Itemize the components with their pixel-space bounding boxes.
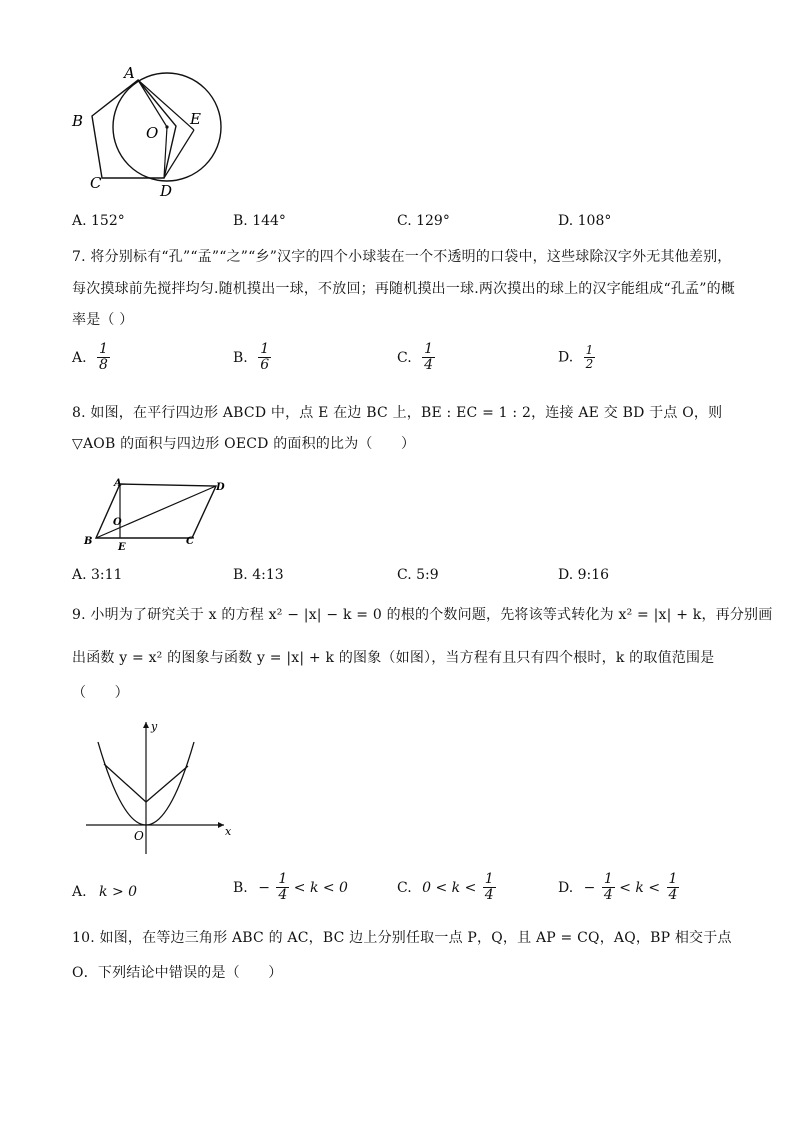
segment-a-o — [138, 80, 167, 127]
frac-den-2: 4 — [668, 887, 678, 904]
center-point — [165, 125, 168, 128]
q8-option-a: A. 3:11 — [72, 567, 123, 583]
frac-num-2: 1 — [668, 871, 678, 887]
q8-parallelogram-figure — [80, 474, 240, 554]
frac-num: 1 — [484, 871, 494, 887]
option-label: D. — [558, 879, 574, 896]
frac-den: 2 — [585, 357, 594, 372]
label-y: y — [151, 720, 158, 733]
label-d: D — [160, 182, 173, 200]
q6-pentagon-circle-figure — [60, 58, 240, 206]
frac-num: 1 — [585, 343, 594, 357]
frac-den: 8 — [99, 357, 108, 374]
option-post: < k < — [619, 879, 661, 896]
option-pre: − — [258, 879, 270, 896]
label-d: D — [216, 482, 225, 493]
option-label: A. — [72, 884, 87, 900]
frac-den: 4 — [278, 887, 288, 904]
q6-option-b: B. 144° — [233, 213, 286, 229]
option-pre: − — [583, 879, 596, 896]
option-label: B. — [233, 349, 248, 366]
x-axis-arrow — [218, 822, 224, 828]
q8-text-line2: ▽AOB 的面积与四边形 OECD 的面积的比为（ ） — [72, 436, 416, 452]
q9-text-line3: （ ） — [72, 685, 129, 701]
label-a: A — [124, 64, 135, 82]
frac-num: 1 — [278, 871, 288, 887]
q6-option-c: C. 129° — [397, 213, 450, 229]
diagonal-b-d — [96, 486, 216, 538]
label-e: E — [118, 542, 126, 553]
option-post: < k < 0 — [293, 879, 348, 896]
q9-option-a — [72, 884, 137, 900]
q10-text-line2: O．下列结论中错误的是（ ） — [72, 965, 283, 981]
frac-num: 1 — [99, 341, 108, 357]
label-b: B — [72, 112, 84, 130]
frac-num: 1 — [603, 871, 613, 887]
label-b: B — [84, 536, 93, 547]
q7-option-b — [233, 342, 271, 374]
label-a: A — [114, 478, 122, 489]
label-e: E — [190, 110, 201, 128]
option-label: D. — [558, 349, 574, 366]
label-c: C — [90, 174, 102, 192]
frac-den: 6 — [260, 357, 270, 374]
label-x: x — [225, 825, 232, 838]
q7-text-line3: 率是（ ） — [72, 312, 134, 328]
label-c: C — [186, 536, 194, 547]
q8-option-b: B. 4:13 — [233, 567, 284, 583]
segment-e-d — [164, 130, 194, 178]
option-label: B. — [233, 879, 248, 896]
q7-text-line2: 每次摸球前先搅拌均匀.随机摸出一球，不放回；再随机摸出一球.两次摸出的球上的汉字能组成“孔孟”的概 — [72, 281, 736, 297]
q9-option-c — [397, 872, 496, 904]
frac-num: 1 — [260, 341, 270, 357]
q7-option-c — [397, 342, 435, 374]
q9-text-line1: 9. 小明为了研究关于 x 的方程 x² − |x| − k = 0 的根的个数问题，先将该等式转化为 x² = |x| + k，再分别画 — [72, 607, 773, 623]
frac-num: 1 — [424, 341, 434, 357]
label-o: O — [146, 124, 159, 142]
q8-option-c: C. 5:9 — [397, 567, 439, 583]
q7-option-d — [558, 344, 595, 371]
q6-option-d: D. 108° — [558, 213, 612, 229]
q7-option-a — [72, 342, 110, 374]
q10-text-line1: 10. 如图，在等边三角形 ABC 的 AC，BC 边上分别任取一点 P，Q，且 AP = CQ，AQ，BP 相交于点 — [72, 930, 732, 946]
q9-text-line2: 出函数 y = x² 的图象与函数 y = |x| + k 的图象（如图），当方程有且只有四个根时，k 的取值范围是 — [72, 650, 715, 666]
label-o: O — [134, 829, 144, 843]
segment-a-e — [138, 80, 194, 130]
option-pre: 0 < k < — [422, 879, 477, 896]
y-axis-arrow — [143, 722, 149, 728]
pentagon-shape — [92, 80, 176, 178]
option-label: C. — [397, 879, 412, 896]
frac-den: 4 — [484, 887, 494, 904]
q8-option-d: D. 9:16 — [558, 567, 610, 583]
q9-option-b — [233, 872, 348, 904]
frac-den: 4 — [603, 887, 613, 904]
frac-den: 4 — [424, 357, 434, 374]
q8-text-line1: 8. 如图，在平行四边形 ABCD 中，点 E 在边 BC 上，BE : EC = 1 : 2，连接 AE 交 BD 于点 O，则 — [72, 405, 723, 421]
q9-option-d — [558, 872, 679, 904]
q9-function-graph-figure — [84, 716, 240, 856]
q7-text-line1: 7. 将分别标有“孔”“孟”“之”“乡”汉字的四个小球装在一个不透明的口袋中，这些球除汉字外无其他差别， — [72, 249, 732, 265]
label-o: O — [113, 517, 122, 528]
option-label: A. — [72, 349, 87, 366]
q6-option-a: A. 152° — [72, 213, 125, 229]
option-label: C. — [397, 349, 412, 366]
option-text: k > 0 — [99, 884, 138, 900]
